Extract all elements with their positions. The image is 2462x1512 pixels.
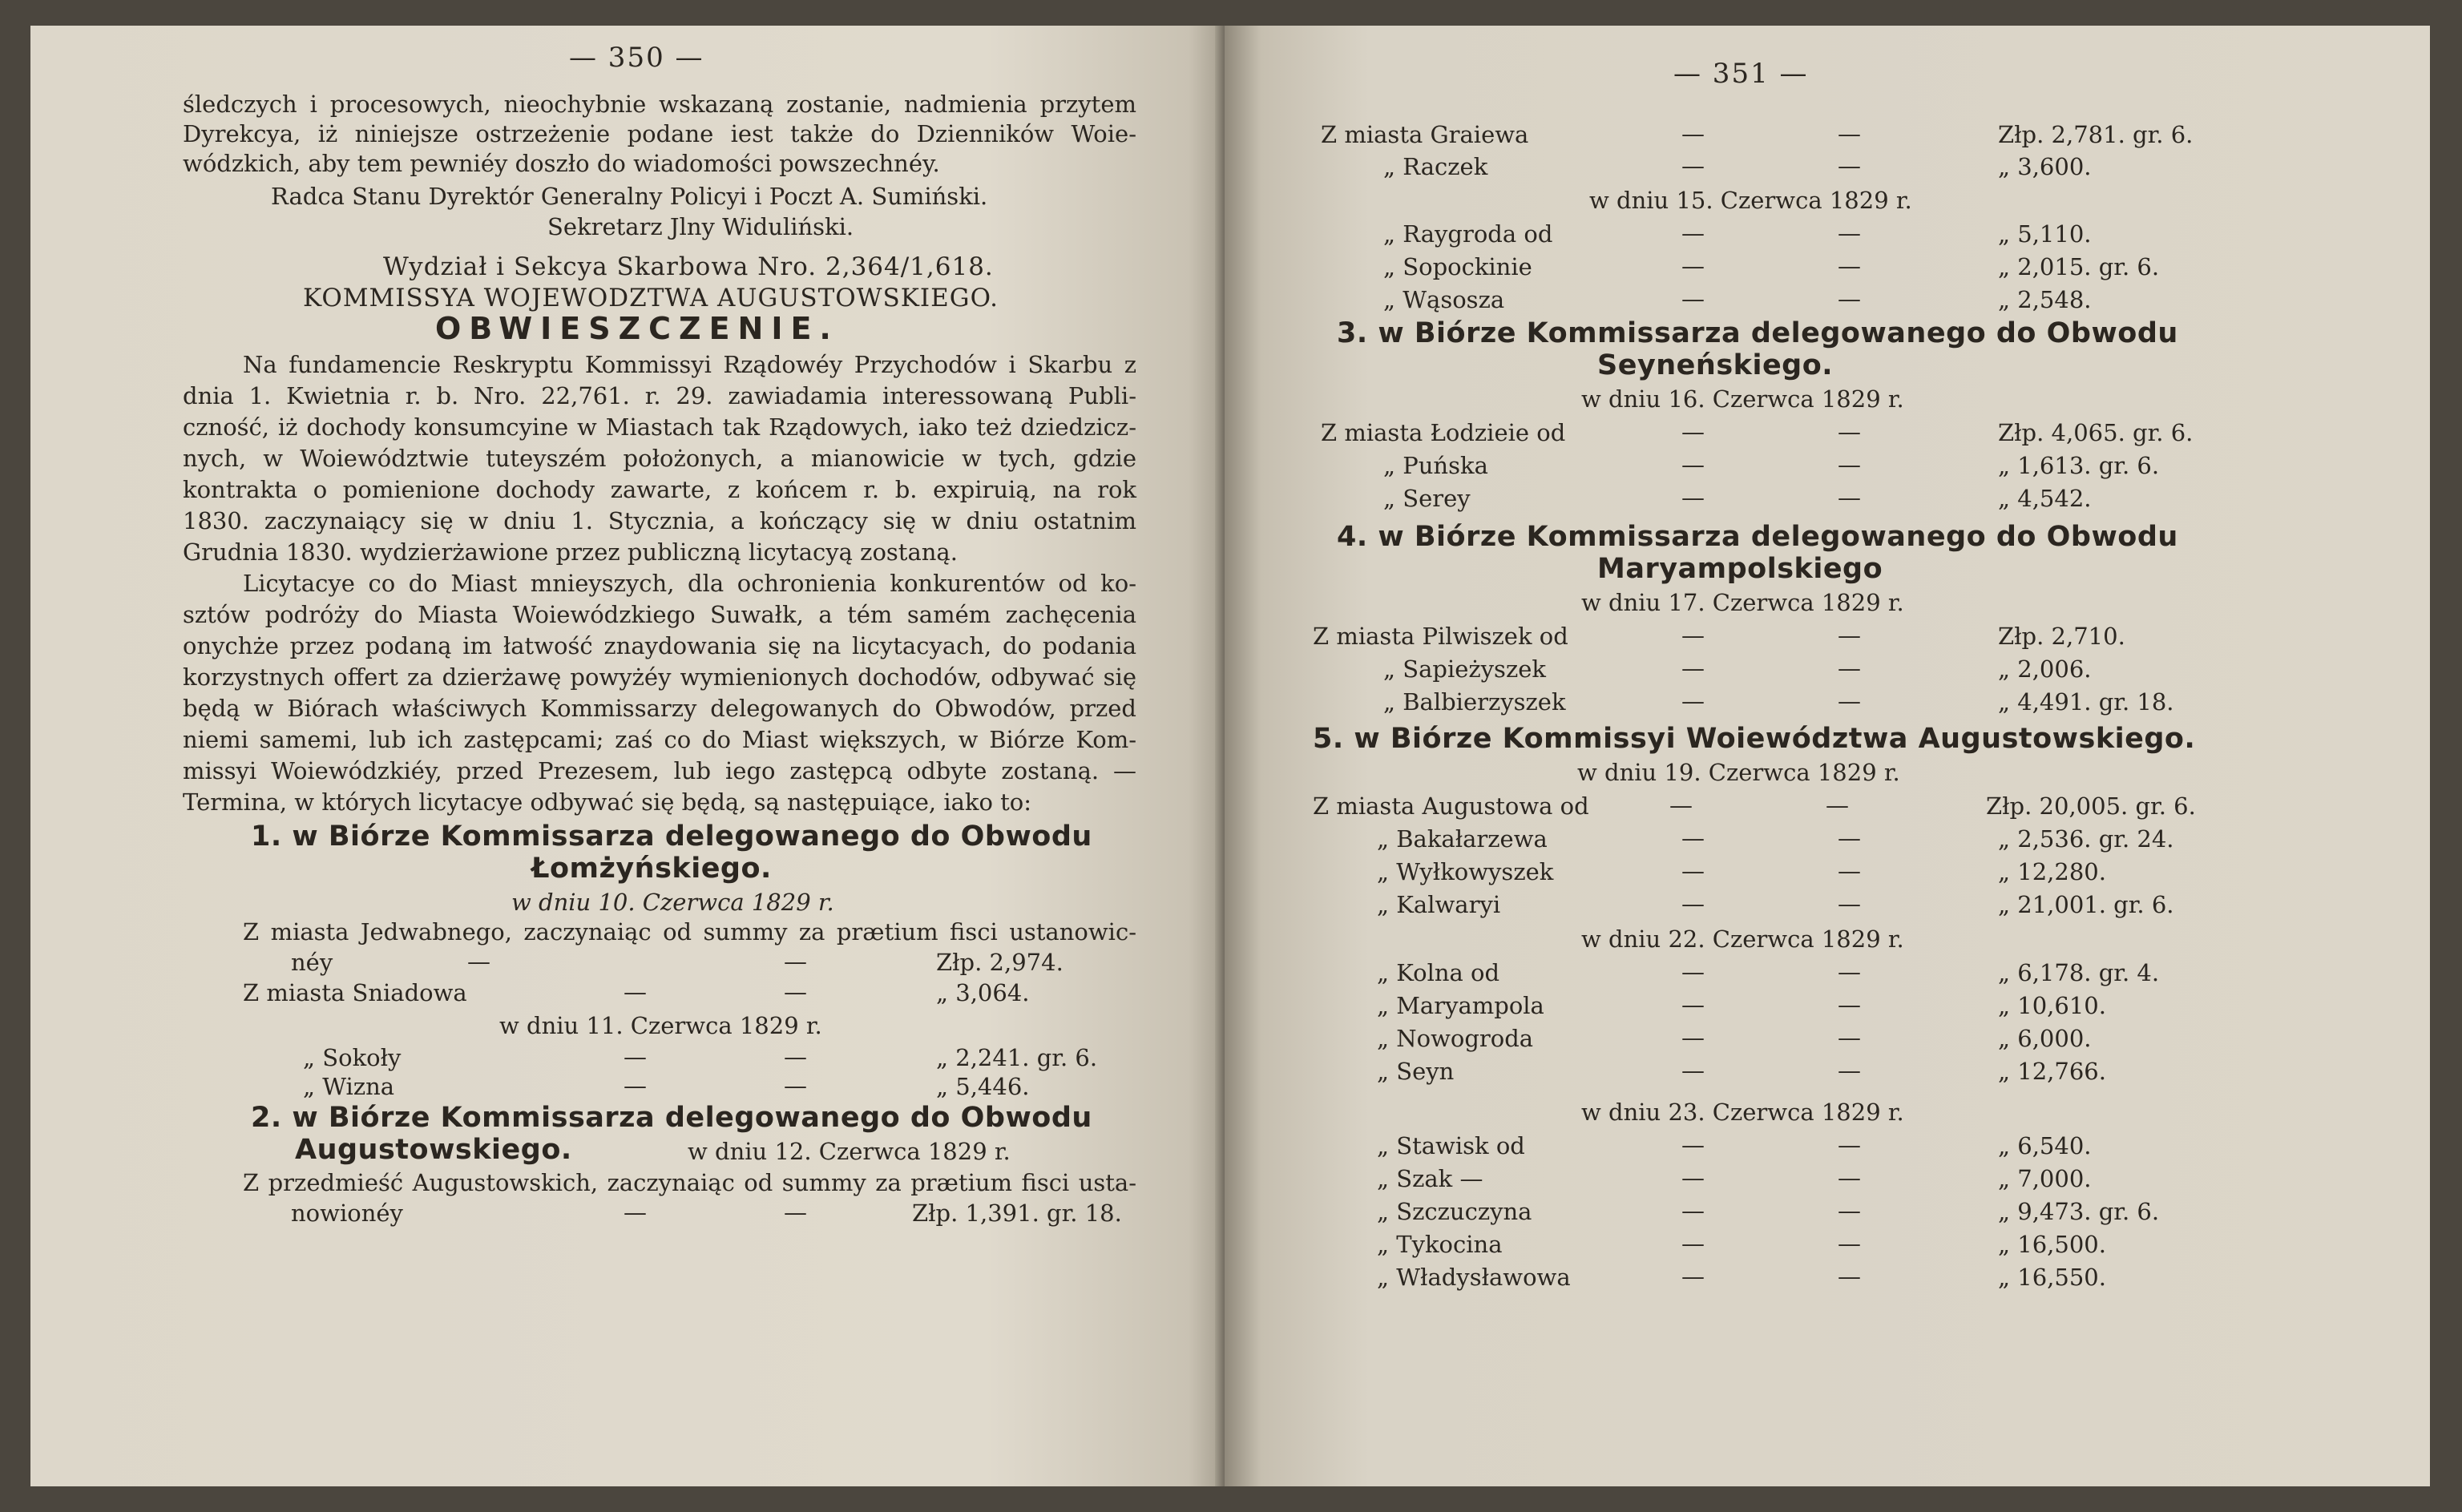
department-reference: Wydział i Sekcya Skarbowa Nro. 2,364/1,618. bbox=[383, 252, 994, 281]
page-number: — 350 — bbox=[569, 42, 704, 74]
body-line: kontrakta o pomienione dochody zawarte, z końcem r. b. expiruią, na rok bbox=[183, 476, 1136, 503]
auction-place: Z miasta Graiewa bbox=[1321, 121, 1529, 148]
auction-amount: Złp. 2,710. bbox=[1998, 623, 2125, 650]
auction-amount: Złp. 1,391. gr. 18. bbox=[912, 1200, 1122, 1227]
dash: — bbox=[1681, 825, 1705, 852]
body-line: czność, iż dochody konsumcyine w Miastach tak Rządowych, iako też dziedzicz- bbox=[183, 413, 1136, 441]
dash: — bbox=[1681, 1164, 1705, 1191]
auction-date: w dniu 23. Czerwca 1829 r. bbox=[1581, 1099, 1904, 1126]
commission-title: KOMMISSYA WOJEWODZTWA AUGUSTOWSKIEGO. bbox=[303, 284, 999, 312]
dash: — bbox=[1681, 220, 1705, 247]
auction-amount: „ 3,600. bbox=[1998, 153, 2092, 180]
auction-amount: „ 16,550. bbox=[1998, 1264, 2106, 1291]
auction-amount: „ 12,766. bbox=[1998, 1058, 2106, 1085]
auction-place: „ Sopockinie bbox=[1383, 253, 1532, 280]
auction-place: Z miasta Sniadowa bbox=[243, 979, 467, 1006]
section-heading-district: Maryampolskiego bbox=[1597, 553, 1883, 585]
auction-amount: „ 5,110. bbox=[1998, 220, 2092, 248]
auction-place: „ Kolna od bbox=[1377, 959, 1500, 986]
dash: — bbox=[1838, 120, 1861, 147]
auction-place: „ Nowogroda bbox=[1377, 1025, 1534, 1052]
dash: — bbox=[1681, 991, 1705, 1018]
auction-amount: Złp. 2,781. gr. 6. bbox=[1998, 121, 2194, 148]
auction-place: „ Stawisk od bbox=[1377, 1132, 1525, 1159]
auction-amount: „ 6,178. gr. 4. bbox=[1998, 959, 2160, 986]
auction-place: „ Szczuczyna bbox=[1377, 1198, 1532, 1225]
dash: — bbox=[1681, 655, 1705, 682]
auction-row-suffix: nowionéy bbox=[291, 1200, 403, 1227]
auction-date: w dniu 10. Czerwca 1829 r. bbox=[511, 889, 834, 916]
dash: — bbox=[1681, 1131, 1705, 1159]
dash: — bbox=[1681, 857, 1705, 885]
dash: — bbox=[1681, 1057, 1705, 1084]
auction-amount: „ 6,540. bbox=[1998, 1132, 2092, 1159]
body-line: niemi samemi, lub ich zastępcami; zaś co do Miast większych, w Biórze Kom- bbox=[183, 726, 1136, 753]
dash: — bbox=[1681, 1197, 1705, 1224]
body-line: Termina, w których licytacye odbywać się będą, są następuiące, iako to: bbox=[183, 788, 1032, 816]
dash: — bbox=[1838, 1164, 1861, 1191]
auction-amount: Złp. 2,974. bbox=[936, 949, 1064, 976]
section-heading: 1. w Biórze Kommissarza delegowanego do Obwodu bbox=[251, 821, 1092, 853]
dash: — bbox=[1681, 687, 1705, 715]
book-spread bbox=[30, 26, 2430, 1486]
auction-amount: „ 4,491. gr. 18. bbox=[1998, 688, 2174, 716]
dash: — bbox=[1838, 1131, 1861, 1159]
signature-director: Radca Stanu Dyrektór Generalny Policyi i Poczt A. Sumiński. bbox=[271, 183, 988, 210]
auction-place: „ Sapieżyszek bbox=[1383, 655, 1546, 683]
section-heading-district: Augustowskiego. bbox=[295, 1134, 572, 1166]
dash: — bbox=[784, 978, 807, 1006]
dash: — bbox=[1838, 1024, 1861, 1051]
auction-row-suffix: néy bbox=[291, 949, 333, 976]
section-heading-district: Seyneńskiego. bbox=[1597, 349, 1834, 381]
body-line: dnia 1. Kwietnia r. b. Nro. 22,761. r. 29. zawiadamia interessowaną Publi- bbox=[183, 382, 1136, 409]
section-heading-district: Łomżyńskiego. bbox=[531, 853, 772, 885]
dash: — bbox=[1681, 1024, 1705, 1051]
dash: — bbox=[1838, 687, 1861, 715]
dash: — bbox=[1681, 484, 1705, 511]
auction-amount: „ 7,000. bbox=[1998, 1165, 2092, 1192]
right-page bbox=[1225, 26, 2430, 1486]
dash: — bbox=[624, 1072, 647, 1099]
left-page bbox=[30, 26, 1225, 1486]
dash: — bbox=[1681, 1230, 1705, 1257]
dash: — bbox=[784, 1199, 807, 1226]
dash: — bbox=[1838, 252, 1861, 280]
dash: — bbox=[1838, 991, 1861, 1018]
dash: — bbox=[1838, 622, 1861, 649]
body-line: Grudnia 1830. wydzierżawione przez publiczną licytacyą zostaną. bbox=[183, 538, 958, 566]
dash: — bbox=[1838, 1230, 1861, 1257]
dash: — bbox=[1681, 622, 1705, 649]
section-heading: 2. w Biórze Kommissarza delegowanego do Obwodu bbox=[251, 1102, 1092, 1134]
auction-place: „ Puńska bbox=[1383, 452, 1488, 479]
auction-place: „ Balbierzyszek bbox=[1383, 688, 1566, 716]
dash: — bbox=[1681, 152, 1705, 179]
auction-amount: „ 2,548. bbox=[1998, 286, 2092, 313]
auction-date: w dniu 22. Czerwca 1829 r. bbox=[1581, 925, 1904, 953]
auction-amount: Złp. 4,065. gr. 6. bbox=[1998, 419, 2194, 446]
auction-amount: „ 2,006. bbox=[1998, 655, 2092, 683]
section-heading: 4. w Biórze Kommissarza delegowanego do Obwodu bbox=[1337, 521, 2178, 553]
dash: — bbox=[1838, 285, 1861, 312]
dash: — bbox=[1838, 1057, 1861, 1084]
dash: — bbox=[1838, 825, 1861, 852]
text-line: śledczych i procesowych, nieochybnie wskazaną zostanie, nadmienia przytem bbox=[183, 91, 1136, 118]
auction-date: w dniu 11. Czerwca 1829 r. bbox=[499, 1012, 822, 1039]
auction-place: Z miasta Pilwiszek od bbox=[1313, 623, 1568, 650]
auction-amount: „ 3,064. bbox=[936, 979, 1030, 1006]
auction-place: „ Bakałarzewa bbox=[1377, 825, 1548, 853]
dash: — bbox=[784, 1072, 807, 1099]
auction-amount: „ 6,000. bbox=[1998, 1025, 2092, 1052]
auction-place: Z miasta Augustowa od bbox=[1313, 792, 1589, 820]
dash: — bbox=[1681, 451, 1705, 478]
section-heading: 3. w Biórze Kommissarza delegowanego do Obwodu bbox=[1337, 317, 2178, 349]
dash: — bbox=[624, 1043, 647, 1070]
auction-date: w dniu 15. Czerwca 1829 r. bbox=[1589, 187, 1912, 214]
auction-amount: „ 1,613. gr. 6. bbox=[1998, 452, 2160, 479]
dash: — bbox=[784, 1043, 807, 1070]
body-line: 1830. zaczynaiący się w dniu 1. Stycznia, a kończący się w dniu ostatnim bbox=[183, 507, 1136, 534]
dash: — bbox=[624, 1199, 647, 1226]
auction-place: „ Wąsosza bbox=[1383, 286, 1505, 313]
auction-amount: „ 2,536. gr. 24. bbox=[1998, 825, 2174, 853]
body-line: Na fundamencie Reskryptu Kommissyi Rządowéy Przychodów i Skarbu z bbox=[243, 351, 1136, 378]
auction-amount: „ 9,473. gr. 6. bbox=[1998, 1198, 2160, 1225]
page-number: — 351 — bbox=[1673, 58, 1809, 90]
auction-amount: „ 2,241. gr. 6. bbox=[936, 1044, 1098, 1071]
auction-amount: „ 5,446. bbox=[936, 1073, 1030, 1100]
auction-date: w dniu 19. Czerwca 1829 r. bbox=[1577, 759, 1900, 786]
dash: — bbox=[1838, 655, 1861, 682]
dash: — bbox=[1681, 418, 1705, 446]
auction-place: Z miasta Łodzieie od bbox=[1321, 419, 1566, 446]
announcement-title: OBWIESZCZENIE. bbox=[435, 311, 839, 346]
auction-amount: Złp. 20,005. gr. 6. bbox=[1986, 792, 2196, 820]
body-line: będą w Biórach właściwych Kommissarzy delegowanych do Obwodów, przed bbox=[183, 695, 1136, 722]
dash: — bbox=[1838, 890, 1861, 917]
text-line: Dyrekcya, iż niniejsze ostrzeżenie podane iest także do Dzienników Woie- bbox=[183, 120, 1136, 147]
body-line: missyi Woiewódzkiéy, przed Prezesem, lub iego zastępcą odbyte zostaną. — bbox=[183, 757, 1136, 784]
auction-date: w dniu 17. Czerwca 1829 r. bbox=[1581, 589, 1904, 616]
dash: — bbox=[1826, 792, 1849, 819]
dash: — bbox=[467, 948, 490, 975]
auction-place: „ Władysławowa bbox=[1377, 1264, 1571, 1291]
auction-place: „ Szak — bbox=[1377, 1165, 1483, 1192]
auction-date: w dniu 12. Czerwca 1829 r. bbox=[688, 1138, 1011, 1165]
body-line: onychże przez podaną im łatwość znaydowania się na licytacyach, do podania bbox=[183, 632, 1136, 659]
body-line: korzystnych offert za dzierżawę powyżéy wymienionych dochodów, odbywać się bbox=[183, 663, 1136, 691]
dash: — bbox=[1838, 220, 1861, 247]
auction-place: „ Raygroda od bbox=[1383, 220, 1553, 248]
dash: — bbox=[784, 948, 807, 975]
dash: — bbox=[1669, 792, 1693, 819]
body-line: Licytacye co do Miast mnieyszych, dla ochronienia konkurentów od ko- bbox=[243, 570, 1136, 597]
dash: — bbox=[1681, 958, 1705, 986]
auction-amount: „ 2,015. gr. 6. bbox=[1998, 253, 2160, 280]
signature-secretary: Sekretarz Jlny Widuliński. bbox=[547, 213, 854, 240]
auction-place: „ Wizna bbox=[303, 1073, 395, 1100]
auction-amount: „ 10,610. bbox=[1998, 992, 2106, 1019]
dash: — bbox=[1838, 857, 1861, 885]
body-line: sztów podróży do Miasta Woiewódzkiego Suwałk, a tém samém zachęcenia bbox=[183, 601, 1136, 628]
dash: — bbox=[1838, 1263, 1861, 1290]
auction-place: „ Sokoły bbox=[303, 1044, 402, 1071]
dash: — bbox=[1681, 890, 1705, 917]
body-line: nych, w Woiewództwie tuteyszém położonych, a mianowicie w tych, gdzie bbox=[183, 445, 1136, 472]
auction-date: w dniu 16. Czerwca 1829 r. bbox=[1581, 385, 1904, 413]
dash: — bbox=[1838, 418, 1861, 446]
dash: — bbox=[1838, 484, 1861, 511]
auction-amount: „ 16,500. bbox=[1998, 1231, 2106, 1258]
dash: — bbox=[1681, 1263, 1705, 1290]
dash: — bbox=[1838, 958, 1861, 986]
auction-place: „ Kalwaryi bbox=[1377, 891, 1501, 918]
auction-place: „ Raczek bbox=[1383, 153, 1488, 180]
auction-amount: „ 4,542. bbox=[1998, 485, 2092, 512]
auction-place: „ Seyn bbox=[1377, 1058, 1455, 1085]
section-heading: 5. w Biórze Kommissyi Woiewództwa Augustowskiego. bbox=[1313, 723, 2196, 755]
dash: — bbox=[1681, 252, 1705, 280]
auction-amount: „ 12,280. bbox=[1998, 858, 2106, 885]
dash: — bbox=[624, 978, 647, 1006]
dash: — bbox=[1681, 120, 1705, 147]
dash: — bbox=[1838, 451, 1861, 478]
dash: — bbox=[1838, 152, 1861, 179]
auction-place: „ Serey bbox=[1383, 485, 1471, 512]
auction-place: „ Wyłkowyszek bbox=[1377, 858, 1554, 885]
auction-amount: „ 21,001. gr. 6. bbox=[1998, 891, 2174, 918]
auction-place: „ Tykocina bbox=[1377, 1231, 1503, 1258]
text-line: wódzkich, aby tem pewniéy doszło do wiadomości powszechnéy. bbox=[183, 150, 940, 177]
auction-row: Z miasta Jedwabnego, zaczynaiąc od summy za prætium fisci ustanowic- bbox=[243, 918, 1136, 946]
auction-row: Z przedmieść Augustowskich, zaczynaiąc od summy za prætium fisci usta- bbox=[243, 1169, 1136, 1196]
dash: — bbox=[1838, 1197, 1861, 1224]
dash: — bbox=[1681, 285, 1705, 312]
auction-place: „ Maryampola bbox=[1377, 992, 1544, 1019]
